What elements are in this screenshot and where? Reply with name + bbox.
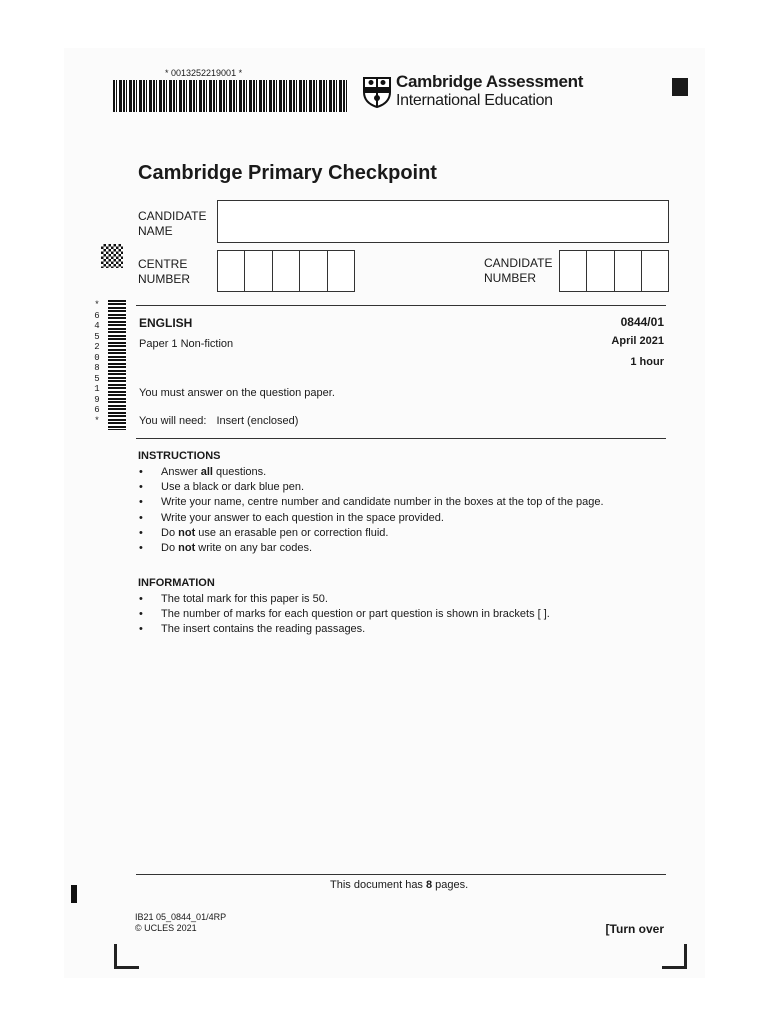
turn-over-label: [Turn over [605, 922, 664, 936]
top-barcode-number: * 0013252219001 * [165, 68, 243, 78]
exam-session: April 2021 [611, 335, 664, 347]
qr-code [101, 244, 123, 268]
centre-number-label: CENTRE NUMBER [138, 257, 191, 286]
candidate-number-digit[interactable] [587, 251, 614, 291]
list-item: • Answer all questions. [138, 465, 604, 480]
paper-name: Paper 1 Non-fiction [139, 338, 234, 350]
registration-mark [672, 78, 688, 96]
list-item: • Do not use an erasable pen or correction fluid. [138, 526, 604, 541]
list-item: • Use a black or dark blue pen. [138, 480, 604, 495]
footer-reference: IB21 05_0844_01/4RP © UCLES 2021 [135, 912, 227, 933]
list-item: • The total mark for this paper is 50. [138, 592, 550, 607]
centre-number-digit[interactable] [328, 251, 354, 291]
subject-title: ENGLISH [139, 316, 193, 330]
logo-title: Cambridge Assessment [396, 72, 584, 91]
candidate-name-label: CANDIDATE NAME [138, 209, 207, 238]
logo-subtitle: International Education [396, 92, 553, 109]
centre-number-digit[interactable] [273, 251, 300, 291]
divider [136, 874, 666, 875]
candidate-number-digit[interactable] [615, 251, 642, 291]
information-heading: INFORMATION [138, 577, 215, 589]
side-barcode-number: *6452085196* [94, 300, 100, 426]
top-barcode [113, 80, 348, 112]
registration-mark [71, 885, 77, 903]
centre-number-field[interactable] [217, 250, 355, 292]
candidate-number-field[interactable] [559, 250, 669, 292]
paper-code: 0844/01 [620, 315, 664, 329]
list-item: • Write your name, centre number and candidate number in the boxes at the top of the page. [138, 495, 604, 510]
centre-number-digit[interactable] [245, 251, 272, 291]
crop-mark [114, 944, 139, 969]
candidate-number-digit[interactable] [560, 251, 587, 291]
side-barcode [108, 300, 126, 430]
cambridge-crest-icon [362, 76, 392, 108]
list-item: • The number of marks for each question or part question is shown in brackets [ ]. [138, 607, 550, 622]
crop-mark [662, 944, 687, 969]
list-item: • Do not write on any bar codes. [138, 541, 604, 556]
divider [136, 438, 666, 439]
candidate-number-digit[interactable] [642, 251, 668, 291]
exam-duration: 1 hour [630, 356, 664, 368]
answer-note: You must answer on the question paper. [139, 387, 335, 399]
page-title: Cambridge Primary Checkpoint [138, 162, 437, 184]
page-count-note: This document has 8 pages. [330, 879, 469, 891]
centre-number-digit[interactable] [300, 251, 327, 291]
instructions-list [138, 465, 604, 556]
list-item: • Write your answer to each question in the space provided. [138, 511, 604, 526]
divider [136, 305, 666, 306]
candidate-number-label: CANDIDATE NUMBER [484, 256, 553, 285]
list-item: • The insert contains the reading passages. [138, 622, 550, 637]
candidate-name-field[interactable] [217, 200, 669, 243]
centre-number-digit[interactable] [218, 251, 245, 291]
you-will-need-line: You will need: Insert (enclosed) [139, 415, 299, 427]
instructions-heading: INSTRUCTIONS [138, 450, 221, 462]
information-list [138, 592, 550, 638]
